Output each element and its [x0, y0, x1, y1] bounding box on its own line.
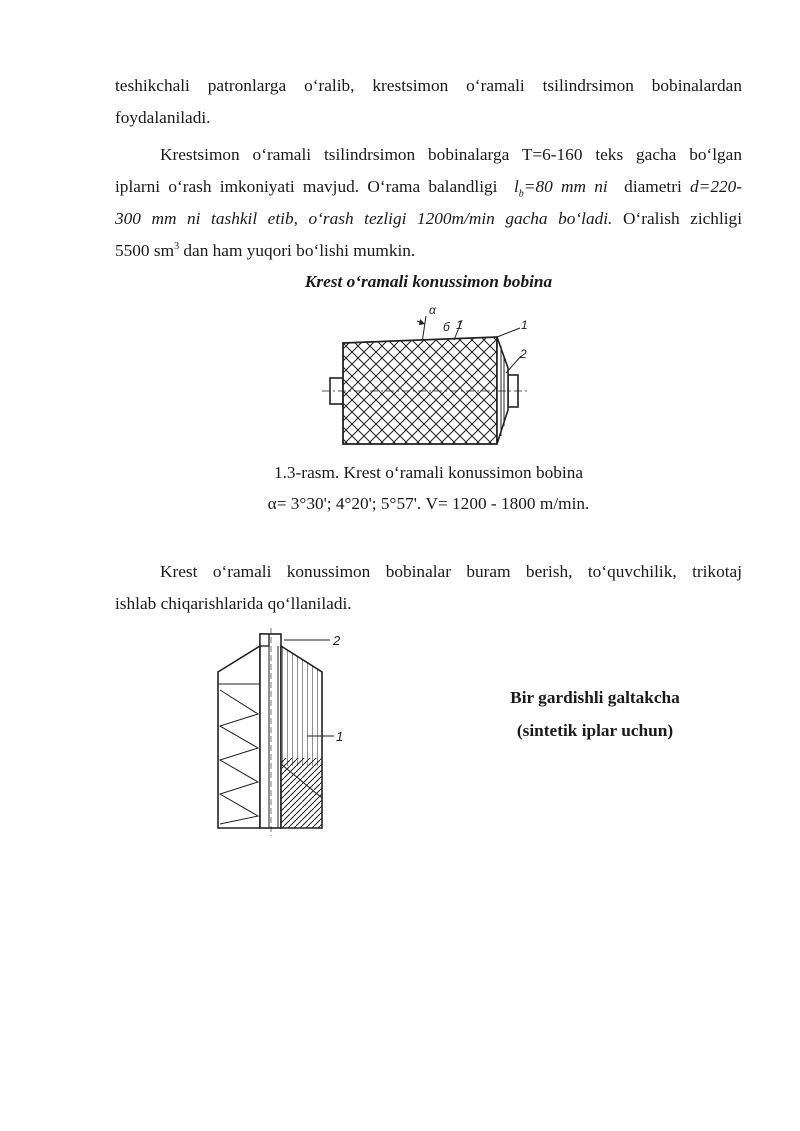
figure-caption: 1.3-rasm. Krest o‘ramali konussimon bobina — [273, 463, 584, 482]
two-label: 2 — [520, 347, 527, 361]
alpha-label: α — [429, 303, 436, 317]
b-label: б — [443, 320, 450, 334]
conical-bobbin-figure — [322, 298, 542, 453]
one-label: 1 — [521, 318, 528, 332]
spool-figure — [212, 628, 362, 838]
paragraph-intro — [115, 70, 742, 134]
figure-title: Bir gardishli galtakcha — [510, 688, 680, 707]
text-line: teshikchali patronlarga o‘ralib, krestsimon o‘ramali tsilindrsimon bobinalardan — [115, 76, 742, 95]
text-line: foydalaniladi. — [115, 108, 211, 127]
one-top-label: 1 — [456, 318, 463, 332]
text-line: 5500 $sm^3$ dan ham yuqori bo‘lishi mumkin. — [115, 241, 416, 260]
text-line: ishlab chiqarishlarida qo‘llaniladi. — [115, 594, 352, 613]
text-line: Krestsimon o‘ramali tsilindrsimon bobinalarga T=6-160 teks gacha bo‘lgan — [160, 145, 742, 164]
figure-caption-params: α= 3°30'; 4°20'; 5°57'. V= 1200 - 1800 m/min. — [267, 494, 590, 513]
section-heading: Krest o‘ramali konussimon bobina — [304, 272, 553, 291]
text-line: 300 mm ni tashkil etib, o‘rash tezligi 1200m/min gacha bo‘ladi. O‘ralish zichligi — [115, 209, 742, 228]
one-label: 1 — [336, 729, 344, 744]
text-line: iplarni o‘rash imkoniyati mavjud. O‘rama balandligi $l_b=80$ mm ni diametri d=220- — [115, 177, 743, 200]
figure-subtitle: (sintetik iplar uchun) — [516, 721, 674, 740]
text-line: Krest o‘ramali konussimon bobinalar buram berish, to‘quvchilik, trikotaj — [160, 562, 742, 581]
paragraph-specs — [115, 139, 742, 267]
paragraph-usage — [115, 556, 742, 620]
two-label: 2 — [333, 633, 341, 648]
